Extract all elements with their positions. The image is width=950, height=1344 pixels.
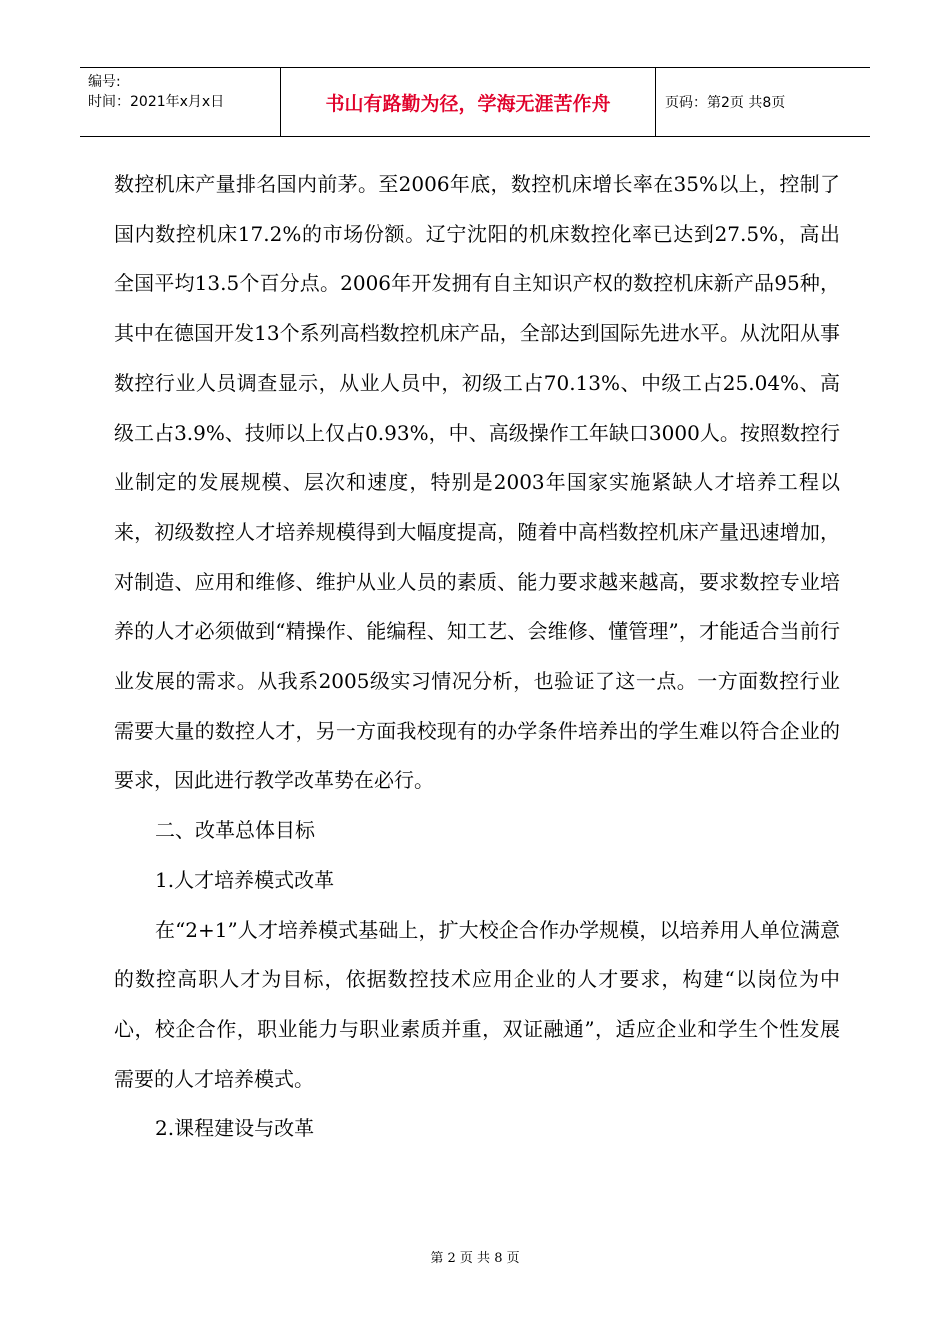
header-page-info: 页码：第2页 共8页 (665, 95, 786, 111)
subsection-heading: 2.课程建设与改革 (155, 1116, 315, 1141)
document-time-label: 时间：2021年x月x日 (88, 94, 225, 110)
section-heading: 二、改革总体目标 (155, 818, 315, 843)
subsection-heading: 1.人才培养模式改革 (155, 867, 335, 892)
header-motto: 书山有路勤为径，学海无涯苦作舟 (281, 68, 656, 136)
document-number-label: 编号: (88, 74, 121, 90)
paragraph: 在“2+1”人才培养模式基础上，扩大校企合作办学规模，以培养用人单位满意的数控高职人才为目标，依据数控技术应用企业的人才要求，构建“以岗位为中心，校企合作，职业能力与职业素质并重，双证融通”，适应企业和学生个性发展需要的人才培养模式。 (114, 917, 840, 1091)
page-header (80, 67, 870, 137)
document-body (114, 160, 840, 1154)
header-meta (80, 68, 281, 136)
paragraph: 数控机床产量排名国内前茅。至2006年底，数控机床增长率在35%以上，控制了国内数控机床17.2%的市场份额。辽宁沈阳的机床数控化率已达到27.5%，高出全国平均13.5个百分点。2006年开发拥有自主知识产权的数控机床新产品95种，其中在德国开发13个系列高档数控机床产品，全部达到国际先进水平。从沈阳从事数控行业人员调查显示，从业人员中，初级工占70.13%、中级工占25.04%、高级工占3.9%、技师以上仅占0.93%，中、高级操作工年缺口3000人。按照数控行业制定的发展规模、层次和速度，特别是2003年国家实施紧缺人才培养工程以来，初级数控人才培养规模得到大幅度提高，随着中高档数控机床产量迅速增加，对制造、应用和维修、维护从业人员的素质、能力要求越来越高，要求数控专业培养的人才必须做到“精操作、能编程、知工艺、会维修、懂管理”，才能适合当前行业发展的需求。从我系2005级实习情况分析，也验证了这一点。一方面数控行业需要大量的数控人才，另一方面我校现有的办学条件培养出的学生难以符合企业的要求，因此进行教学改革势在必行。 (114, 172, 840, 793)
page-footer: 第 2 页 共 8 页 (430, 1251, 520, 1266)
